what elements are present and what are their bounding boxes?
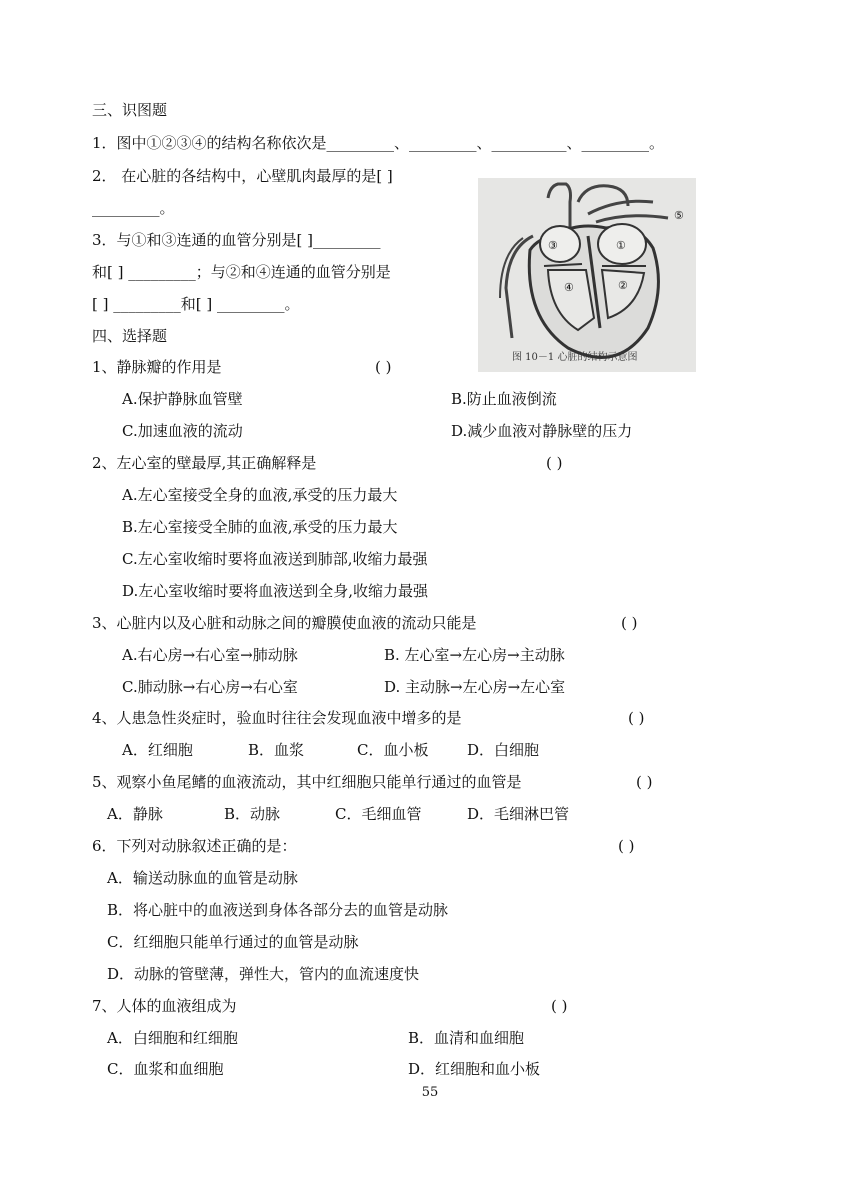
mc1-stem: 1、静脉瓣的作用是 (92, 358, 222, 376)
mc2-option-b: B.左心室接受全肺的血液,承受的压力最大 (122, 518, 398, 536)
mc6-option-c: C．红细胞只能单行通过的血管是动脉 (107, 933, 359, 951)
heart-diagram-svg (478, 178, 696, 372)
mc5-answer-paren: ( ) (636, 773, 653, 791)
mc6-stem: 6．下列对动脉叙述正确的是： (92, 837, 297, 855)
mc6-option-b: B．将心脏中的血液送到身体各部分去的血管是动脉 (107, 901, 449, 919)
q3-3-cont2: [ ] _________和[ ] _________。 (92, 295, 300, 313)
mc2-option-d: D.左心室收缩时要将血液送到全身,收缩力最强 (122, 582, 429, 600)
mc7-option-d: D．红细胞和血小板 (408, 1060, 541, 1078)
label-5: ⑤ (674, 209, 684, 222)
mc1-option-c: C.加速血液的流动 (122, 422, 243, 440)
label-3: ③ (548, 239, 558, 252)
mc3-stem: 3、心脏内以及心脏和动脉之间的瓣膜使血液的流动只能是 (92, 614, 477, 632)
mc1-option-d: D.减少血液对静脉壁的压力 (451, 422, 633, 440)
mc7-option-b: B．血清和血细胞 (408, 1029, 525, 1047)
mc6-answer-paren: ( ) (618, 837, 635, 855)
mc4-option-d: D．白细胞 (467, 741, 540, 759)
page-number: 55 (421, 1085, 439, 1100)
mc4-stem: 4、人患急性炎症时，验血时往往会发现血液中增多的是 (92, 709, 462, 727)
q3-1: 1．图中①②③④的结构名称依次是_________、_________、__________、_________。 (92, 134, 665, 152)
mc7-answer-paren: ( ) (551, 997, 568, 1015)
mc7-option-a: A．白细胞和红细胞 (107, 1029, 238, 1047)
mc3-option-a: A.右心房→右心室→肺动脉 (122, 646, 298, 664)
mc2-option-a: A.左心室接受全身的血液,承受的压力最大 (122, 486, 398, 504)
mc3-option-c: C.肺动脉→右心房→右心室 (122, 678, 298, 696)
mc2-stem: 2、左心室的壁最厚,其正确解释是 (92, 454, 317, 472)
mc4-option-a: A．红细胞 (122, 741, 193, 759)
label-4: ④ (564, 281, 574, 294)
mc2-option-c: C.左心室收缩时要将血液送到肺部,收缩力最强 (122, 550, 428, 568)
mc2-answer-paren: ( ) (546, 454, 563, 472)
section-heading-choice: 四、选择题 (92, 327, 168, 345)
mc5-option-a: A．静脉 (107, 805, 163, 823)
label-1: ① (616, 239, 626, 252)
q3-3: 3．与①和③连通的血管分别是[ ]_________ (92, 231, 381, 249)
mc1-option-b: B.防止血液倒流 (451, 390, 557, 408)
mc1-answer-paren: ( ) (375, 358, 392, 376)
mc3-answer-paren: ( ) (621, 614, 638, 632)
mc3-option-d: D. 主动脉→左心房→左心室 (384, 678, 566, 696)
q3-2: 2． 在心脏的各结构中，心壁肌肉最厚的是[ ] (92, 167, 393, 185)
mc4-option-b: B．血浆 (248, 741, 305, 759)
mc5-stem: 5、观察小鱼尾鳍的血液流动，其中红细胞只能单行通过的血管是 (92, 773, 522, 791)
q3-2-blank: _________。 (92, 199, 175, 217)
mc7-option-c: C．血浆和血细胞 (107, 1060, 224, 1078)
mc6-option-a: A．输送动脉血的血管是动脉 (107, 869, 298, 887)
figure-caption: 图 10－1 心脏的结构示意图 (512, 352, 638, 363)
mc6-option-d: D．动脉的管壁薄，弹性大，管内的血流速度快 (107, 965, 420, 983)
label-2: ② (618, 279, 628, 292)
mc5-option-d: D．毛细淋巴管 (467, 805, 570, 823)
mc4-option-c: C．血小板 (357, 741, 429, 759)
mc7-stem: 7、人体的血液组成为 (92, 997, 237, 1015)
mc3-option-b: B. 左心室→左心房→主动脉 (384, 646, 565, 664)
mc4-answer-paren: ( ) (628, 709, 645, 727)
q3-3-cont: 和[ ] _________；与②和④连通的血管分别是 (92, 263, 391, 281)
mc1-option-a: A.保护静脉血管壁 (122, 390, 243, 408)
section-heading-recognize: 三、识图题 (92, 101, 168, 119)
mc5-option-b: B．动脉 (224, 805, 281, 823)
heart-diagram (478, 178, 696, 372)
mc5-option-c: C．毛细血管 (335, 805, 422, 823)
